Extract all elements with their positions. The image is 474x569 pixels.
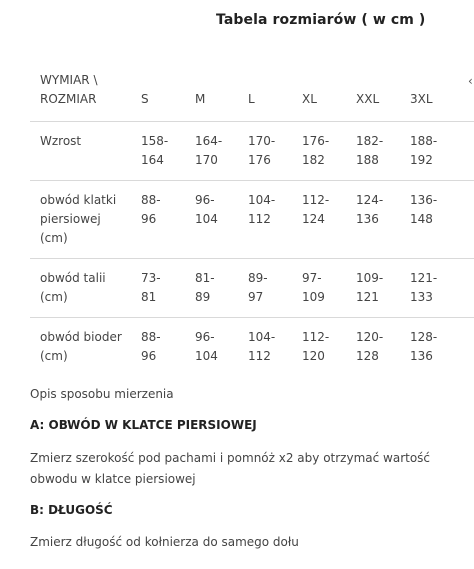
- range-min: 158-: [141, 134, 169, 148]
- header-size-l: L: [248, 92, 255, 106]
- row-label-line: (cm): [40, 231, 68, 245]
- size-range-cell: [410, 122, 474, 181]
- size-range-cell: [356, 181, 410, 259]
- measurement-intro: Opis sposobu mierzenia: [30, 387, 174, 401]
- range-max: 136: [356, 212, 379, 226]
- size-range-cell: [302, 181, 356, 259]
- header-size-s: S: [141, 92, 149, 106]
- size-range-cell: [248, 259, 302, 318]
- range-min: 170-: [248, 134, 276, 148]
- table-row: [30, 318, 474, 377]
- range-min: 104-: [248, 330, 276, 344]
- size-range-cell: [141, 122, 195, 181]
- size-range-cell: [356, 122, 410, 181]
- size-range-cell: [356, 318, 410, 377]
- range-max: 176: [248, 153, 271, 167]
- size-range-cell: [195, 181, 248, 259]
- row-label-line: obwód bioder: [40, 330, 122, 344]
- header-size-3xl: 3XL: [410, 92, 433, 106]
- range-max: 96: [141, 349, 157, 363]
- header-cell-dimension: [30, 64, 141, 122]
- range-min: 188-: [410, 134, 438, 148]
- range-max: 104: [195, 349, 218, 363]
- range-min: 164-: [195, 134, 223, 148]
- edge-arrow-icon: ‹: [468, 74, 473, 88]
- header-size-m: M: [195, 92, 206, 106]
- range-min: 104-: [248, 193, 276, 207]
- header-label-line2: ROZMIAR: [40, 92, 97, 106]
- range-min: 73-: [141, 271, 161, 285]
- range-min: 136-: [410, 193, 438, 207]
- row-label-line: (cm): [40, 290, 68, 304]
- size-range-cell: [195, 122, 248, 181]
- header-label-line1: WYMIAR \: [40, 73, 98, 87]
- size-range-cell: [141, 181, 195, 259]
- range-min: 96-: [195, 193, 215, 207]
- range-max: 128: [356, 349, 379, 363]
- range-max: 112: [248, 349, 271, 363]
- range-max: 96: [141, 212, 157, 226]
- range-max: 120: [302, 349, 325, 363]
- range-min: 121-: [410, 271, 438, 285]
- range-min: 97-: [302, 271, 322, 285]
- table-row: [30, 181, 474, 259]
- table-header-row: [30, 64, 474, 122]
- range-min: 88-: [141, 193, 161, 207]
- range-min: 182-: [356, 134, 384, 148]
- row-label-line: piersiowej: [40, 212, 101, 226]
- row-label-cell: [30, 259, 141, 318]
- range-max: 81: [141, 290, 157, 304]
- range-max: 104: [195, 212, 218, 226]
- range-max: 188: [356, 153, 379, 167]
- header-size-xl: XL: [302, 92, 317, 106]
- page-title: Tabela rozmiarów ( w cm ): [216, 12, 426, 28]
- range-max: 182: [302, 153, 325, 167]
- range-min: 124-: [356, 193, 384, 207]
- row-label-line: (cm): [40, 349, 68, 363]
- size-range-cell: [195, 318, 248, 377]
- range-min: 112-: [302, 330, 330, 344]
- section-b-text: Zmierz długość od kołnierza do samego dołu: [30, 535, 299, 549]
- range-max: 133: [410, 290, 433, 304]
- range-max: 121: [356, 290, 379, 304]
- size-range-cell: [248, 122, 302, 181]
- range-max: 109: [302, 290, 325, 304]
- section-a-text-line1: Zmierz szerokość pod pachami i pomnóż x2 aby otrzymać wartość: [30, 451, 431, 465]
- row-label-line: obwód klatki: [40, 193, 117, 207]
- range-min: 88-: [141, 330, 161, 344]
- size-range-cell: [248, 318, 302, 377]
- range-max: 164: [141, 153, 164, 167]
- size-range-cell: [141, 259, 195, 318]
- row-label-cell: [30, 181, 141, 259]
- size-range-cell: [410, 318, 474, 377]
- row-label-cell: [30, 122, 141, 181]
- range-max: 97: [248, 290, 264, 304]
- size-range-cell: [302, 122, 356, 181]
- row-label-line: Wzrost: [40, 134, 82, 148]
- range-min: 120-: [356, 330, 384, 344]
- size-range-cell: [141, 318, 195, 377]
- table-row: [30, 122, 474, 181]
- range-min: 81-: [195, 271, 215, 285]
- range-max: 136: [410, 349, 433, 363]
- range-min: 109-: [356, 271, 384, 285]
- size-range-cell: [410, 259, 474, 318]
- range-min: 96-: [195, 330, 215, 344]
- section-a-heading: A: OBWÓD W KLATCE PIERSIOWEJ: [30, 418, 257, 432]
- range-max: 192: [410, 153, 433, 167]
- section-b-heading: B: DŁUGOŚĆ: [30, 503, 113, 517]
- range-max: 148: [410, 212, 433, 226]
- range-max: 124: [302, 212, 325, 226]
- size-range-cell: [356, 259, 410, 318]
- range-min: 112-: [302, 193, 330, 207]
- size-range-cell: [410, 181, 474, 259]
- size-range-cell: [248, 181, 302, 259]
- size-table: [30, 64, 474, 376]
- size-range-cell: [302, 259, 356, 318]
- range-min: 128-: [410, 330, 438, 344]
- range-max: 112: [248, 212, 271, 226]
- row-label-cell: [30, 318, 141, 377]
- table-row: [30, 259, 474, 318]
- size-range-cell: [302, 318, 356, 377]
- range-max: 89: [195, 290, 211, 304]
- row-label-line: obwód talii: [40, 271, 106, 285]
- section-a-text-line2: obwodu w klatce piersiowej: [30, 472, 196, 486]
- range-min: 176-: [302, 134, 330, 148]
- range-min: 89-: [248, 271, 268, 285]
- size-range-cell: [195, 259, 248, 318]
- range-max: 170: [195, 153, 218, 167]
- header-size-xxl: XXL: [356, 92, 380, 106]
